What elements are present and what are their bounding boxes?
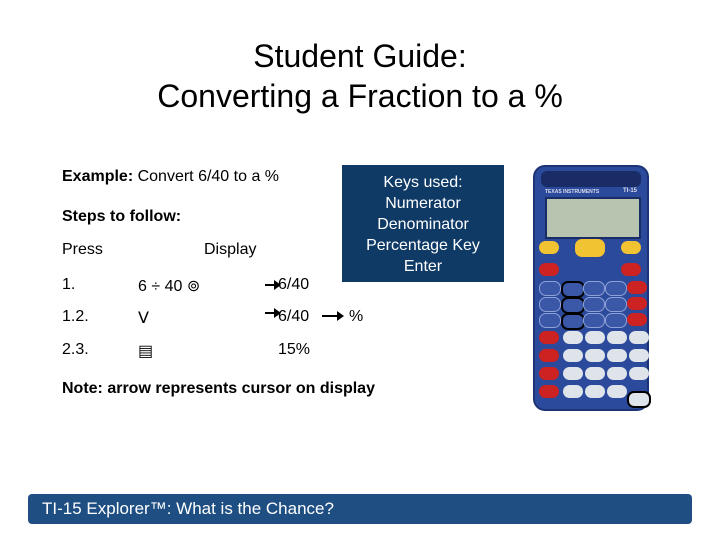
keys-used-box bbox=[342, 165, 504, 282]
calculator-key bbox=[539, 349, 559, 362]
note-text: Note: arrow represents cursor on display bbox=[62, 380, 375, 397]
calculator-key bbox=[539, 367, 559, 380]
calculator-key bbox=[621, 241, 641, 254]
page-title bbox=[0, 36, 720, 116]
calculator-key bbox=[583, 313, 605, 328]
calculator-key bbox=[627, 281, 647, 294]
press-column-header: Press bbox=[62, 241, 103, 258]
calculator-key bbox=[539, 297, 561, 312]
calculator-key bbox=[563, 385, 583, 398]
calculator-key bbox=[607, 331, 627, 344]
key-item-percentage: Percentage Key bbox=[366, 237, 480, 254]
step-3-display: 15% bbox=[278, 341, 311, 358]
calculator-key-numerator bbox=[561, 281, 585, 298]
calculator-image bbox=[533, 165, 649, 411]
steps-heading: Steps to follow: bbox=[62, 208, 182, 225]
calculator-key-denominator bbox=[561, 297, 585, 314]
step-1-press: 6 ÷ 40 ⊚ bbox=[138, 278, 201, 295]
key-item-denominator: Denominator bbox=[377, 216, 469, 233]
display-column-header: Display bbox=[204, 241, 257, 258]
calculator-key bbox=[585, 349, 605, 362]
keys-used-heading: Keys used: bbox=[383, 174, 463, 191]
calculator-key-enter bbox=[627, 391, 651, 408]
calculator-key bbox=[563, 367, 583, 380]
calculator-key bbox=[539, 241, 559, 254]
step-3-number: 2.3. bbox=[62, 341, 89, 358]
example-text: Convert 6/40 to a % bbox=[137, 168, 280, 185]
calculator-key bbox=[563, 331, 583, 344]
calculator-key bbox=[539, 263, 559, 276]
calculator-brand: TEXAS INSTRUMENTS bbox=[545, 189, 600, 195]
calculator-key bbox=[607, 349, 627, 362]
step-1-number: 1. bbox=[62, 276, 76, 293]
footer-banner: TI-15 Explorer™: What is the Chance? bbox=[28, 494, 692, 524]
title-line-2: Converting a Fraction to a % bbox=[157, 78, 563, 114]
cursor-arrow-icon bbox=[265, 312, 279, 314]
key-item-enter: Enter bbox=[403, 258, 443, 275]
example-label: Example: bbox=[62, 168, 134, 185]
step-2-display: 6/40 bbox=[278, 308, 310, 325]
calculator-key bbox=[627, 313, 647, 326]
calculator-key-percent bbox=[561, 313, 585, 330]
calculator-key bbox=[583, 297, 605, 312]
step-3-press: ▤ bbox=[138, 343, 154, 360]
step-1-display: 6/40 bbox=[278, 276, 310, 293]
calculator-key bbox=[607, 385, 627, 398]
step-2-extra: % bbox=[349, 308, 364, 325]
calculator-key bbox=[539, 385, 559, 398]
calculator-screen bbox=[545, 197, 641, 239]
calculator-key bbox=[539, 281, 561, 296]
key-item-numerator: Numerator bbox=[385, 195, 461, 212]
calculator-model: TI-15 bbox=[623, 188, 638, 194]
calculator-key bbox=[539, 331, 559, 344]
calculator-key bbox=[605, 313, 627, 328]
title-line-1: Student Guide: bbox=[253, 38, 467, 74]
calculator-key bbox=[621, 263, 641, 276]
calculator-key bbox=[575, 239, 605, 257]
calculator-key bbox=[605, 297, 627, 312]
step-2-number: 1.2. bbox=[62, 308, 89, 325]
calculator-solar-panel bbox=[541, 171, 641, 187]
step-2-press: ⴸ bbox=[138, 310, 149, 327]
calculator-key bbox=[585, 385, 605, 398]
cursor-arrow-icon bbox=[265, 284, 279, 286]
calculator-key bbox=[629, 367, 649, 380]
calculator-key bbox=[607, 367, 627, 380]
calculator-key bbox=[627, 297, 647, 310]
calculator-key bbox=[629, 349, 649, 362]
calculator-key bbox=[629, 331, 649, 344]
calculator-key bbox=[583, 281, 605, 296]
calculator-key bbox=[585, 331, 605, 344]
calculator-key bbox=[585, 367, 605, 380]
calculator-key bbox=[539, 313, 561, 328]
example-line bbox=[62, 168, 279, 186]
calculator-key bbox=[605, 281, 627, 296]
cursor-arrow-icon bbox=[322, 315, 342, 317]
calculator-key bbox=[563, 349, 583, 362]
